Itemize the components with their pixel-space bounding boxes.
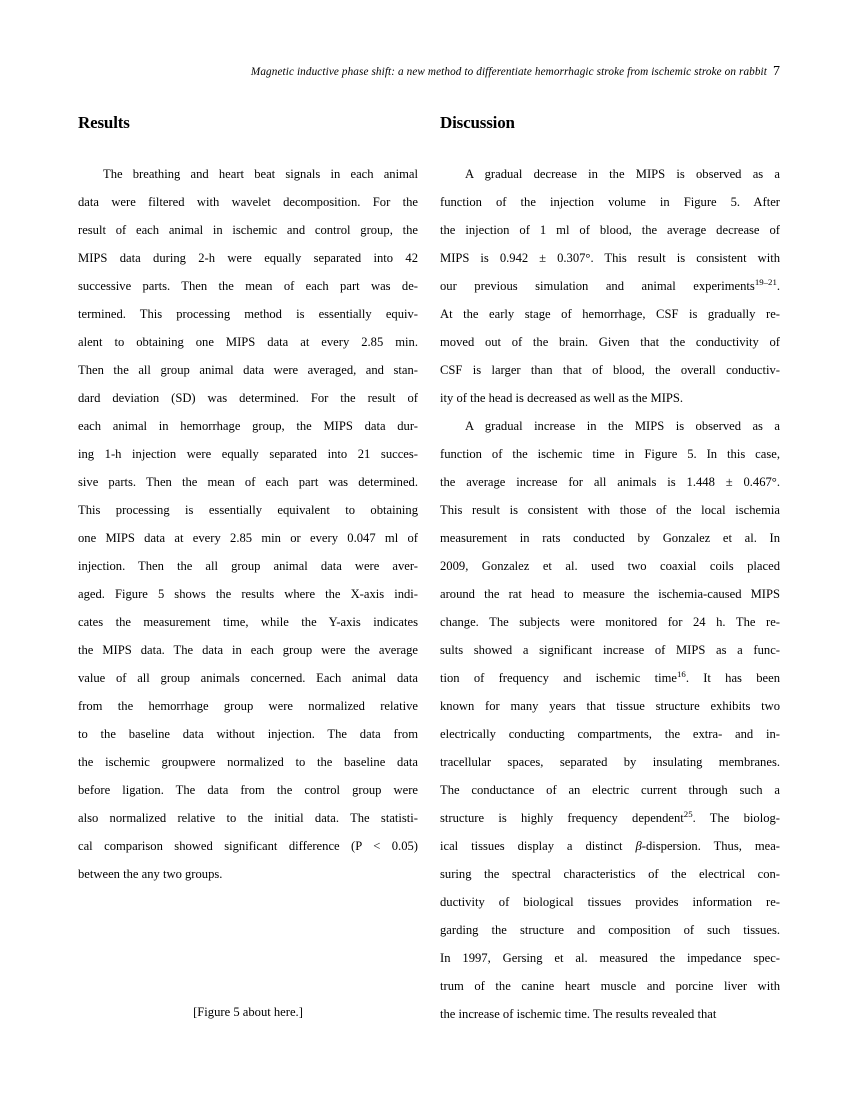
line-text: function of the ischemic time in Figure 5. In this case,: [440, 447, 780, 461]
text-line: [78, 636, 418, 664]
line-text: trum of the canine heart muscle and porcine liver with: [440, 979, 780, 993]
text-line: [78, 384, 418, 412]
text-line: [440, 776, 780, 804]
line-text: . The biolog-: [692, 811, 780, 825]
text-line: [78, 216, 418, 244]
text-line: [78, 244, 418, 272]
text-line: [78, 720, 418, 748]
line-text: one MIPS data at every 2.85 min or every 0.047 ml of: [78, 531, 418, 545]
discussion-heading: Discussion: [440, 113, 515, 132]
line-text: data were filtered with wavelet decomposition. For the: [78, 195, 418, 209]
text-line: [440, 160, 780, 188]
line-text: A gradual increase in the MIPS is observed as a: [465, 419, 780, 433]
line-text: A gradual decrease in the MIPS is observed as a: [465, 167, 780, 181]
text-line: [440, 496, 780, 524]
running-head: [78, 62, 780, 80]
text-line: [78, 440, 418, 468]
left-column: [78, 112, 418, 1052]
line-text: tracellular spaces, separated by insulating membranes.: [440, 755, 780, 769]
figure-placeholder-note: [Figure 5 about here.]: [193, 1005, 303, 1019]
line-text: CSF is larger than that of blood, the overall conductiv-: [440, 363, 780, 377]
line-text: the MIPS data. The data in each group were the average: [78, 643, 418, 657]
line-text: from the hemorrhage group were normalized relative: [78, 699, 418, 713]
line-text: the increase of ischemic time. The results revealed that: [440, 1007, 717, 1021]
line-text: before ligation. The data from the control group were: [78, 783, 418, 797]
text-line: [78, 356, 418, 384]
text-line: [78, 160, 418, 188]
line-text: alent to obtaining one MIPS data at every 2.85 min.: [78, 335, 418, 349]
text-line: [440, 944, 780, 972]
text-line: [440, 664, 780, 692]
text-line: [440, 440, 780, 468]
text-line: [78, 608, 418, 636]
text-line: [440, 860, 780, 888]
line-text: successive parts. Then the mean of each part was de-: [78, 279, 418, 293]
text-line: [440, 188, 780, 216]
line-text: the injection of 1 ml of blood, the average decrease of: [440, 223, 780, 237]
text-line: [440, 580, 780, 608]
text-line: [440, 692, 780, 720]
text-line: [78, 412, 418, 440]
line-text: MIPS data during 2-h were equally separated into 42: [78, 251, 418, 265]
text-line: [440, 328, 780, 356]
line-text: the average increase for all animals is 1.448 ± 0.467°.: [440, 475, 780, 489]
line-text: In 1997, Gersing et al. measured the impedance spec-: [440, 951, 780, 965]
text-line: [440, 468, 780, 496]
line-text: sive parts. Then the mean of each part was determined.: [78, 475, 418, 489]
line-text: ical tissues display a distinct: [440, 839, 636, 853]
line-text: suring the spectral characteristics of the electrical con-: [440, 867, 780, 881]
text-line: [440, 636, 780, 664]
text-line: [440, 244, 780, 272]
text-line: [78, 468, 418, 496]
text-line: [78, 300, 418, 328]
beta-symbol: β: [635, 839, 642, 853]
line-text: injection. Then the all group animal data were aver-: [78, 559, 418, 573]
citation-superscript: 16: [677, 668, 686, 679]
text-line: [78, 832, 418, 860]
text-line: [78, 188, 418, 216]
text-line: [440, 748, 780, 776]
text-line: [78, 860, 418, 888]
text-line: [78, 804, 418, 832]
line-text: aged. Figure 5 shows the results where the X-axis indi-: [78, 587, 418, 601]
line-text: our previous simulation and animal experiments: [440, 279, 755, 293]
text-line: [78, 272, 418, 300]
text-line: [440, 916, 780, 944]
text-line: [440, 412, 780, 440]
line-text: At the early stage of hemorrhage, CSF is gradually re-: [440, 307, 780, 321]
text-line: [440, 216, 780, 244]
line-text: garding the structure and composition of such tissues.: [440, 923, 780, 937]
line-text: electrically conducting compartments, the extra- and in-: [440, 727, 780, 741]
text-line: [78, 776, 418, 804]
line-text: known for many years that tissue structure exhibits two: [440, 699, 780, 713]
text-line: [440, 300, 780, 328]
text-line: [78, 692, 418, 720]
line-text: result of each animal in ischemic and control group, the: [78, 223, 418, 237]
line-text: .: [776, 279, 780, 293]
line-text: also normalized relative to the initial data. The statisti-: [78, 811, 418, 825]
line-text: cates the measurement time, while the Y-axis indicates: [78, 615, 418, 629]
line-text: structure is highly frequency dependent: [440, 811, 684, 825]
line-text: This processing is essentially equivalent to obtaining: [78, 503, 418, 517]
line-text: termined. This processing method is essentially equiv-: [78, 307, 418, 321]
line-text: to the baseline data without injection. The data from: [78, 727, 418, 741]
text-line: [78, 496, 418, 524]
text-line: [78, 328, 418, 356]
text-line: [440, 608, 780, 636]
line-text: Then the all group animal data were averaged, and stan-: [78, 363, 418, 377]
text-line: [440, 720, 780, 748]
text-line: [440, 888, 780, 916]
line-text: the ischemic groupwere normalized to the baseline data: [78, 755, 418, 769]
text-line: [78, 552, 418, 580]
text-line: [440, 384, 780, 412]
line-text: moved out of the brain. Given that the conductivity of: [440, 335, 780, 349]
text-line: [78, 664, 418, 692]
text-line: [440, 272, 780, 300]
line-text: function of the injection volume in Figure 5. After: [440, 195, 780, 209]
text-line: [440, 524, 780, 552]
citation-superscript: 25: [683, 808, 693, 819]
line-text: The conductance of an electric current through such a: [440, 783, 780, 797]
line-text: tion of frequency and ischemic time: [440, 671, 678, 685]
line-text: ing 1-h injection were equally separated into 21 succes-: [78, 447, 418, 461]
line-text: 2009, Gonzalez et al. used two coaxial coils placed: [440, 559, 780, 573]
citation-superscript: 19–21: [754, 276, 777, 287]
page-number: 7: [773, 64, 780, 79]
discussion-paragraph-2: [440, 412, 780, 1028]
text-line: [440, 1000, 780, 1028]
text-line: [440, 832, 780, 860]
text-line: [78, 748, 418, 776]
line-text: change. The subjects were monitored for 24 h. The re-: [440, 615, 780, 629]
text-line: [440, 804, 780, 832]
running-head-title: Magnetic inductive phase shift: a new method to differentiate hemorrhagic stroke from ischemic stroke on rabbit: [250, 66, 767, 78]
two-column-body: [78, 112, 780, 1052]
line-text: -dispersion. Thus, mea-: [641, 839, 780, 853]
line-text: cal comparison showed significant difference (P < 0.05): [78, 839, 418, 853]
line-text: ity of the head is decreased as well as the MIPS.: [440, 391, 684, 405]
line-text: dard deviation (SD) was determined. For the result of: [78, 391, 418, 405]
line-text: value of all group animals concerned. Each animal data: [78, 671, 418, 685]
line-text: ductivity of biological tissues provides information re-: [440, 895, 780, 909]
line-text: measurement in rats conducted by Gonzalez et al. In: [440, 531, 780, 545]
text-line: [440, 972, 780, 1000]
discussion-paragraph-1: [440, 160, 780, 412]
results-paragraph: [78, 160, 418, 888]
text-line: [440, 552, 780, 580]
line-text: MIPS is 0.942 ± 0.307°. This result is consistent with: [440, 251, 780, 265]
text-line: [78, 524, 418, 552]
line-text: . It has been: [685, 671, 780, 685]
results-heading: Results: [78, 113, 130, 132]
text-line: [440, 356, 780, 384]
line-text: sults showed a significant increase of MIPS as a func-: [440, 643, 780, 657]
line-text: around the rat head to measure the ischemia-caused MIPS: [440, 587, 780, 601]
text-line: [78, 580, 418, 608]
line-text: between the any two groups.: [78, 867, 223, 881]
line-text: The breathing and heart beat signals in each animal: [103, 167, 418, 181]
line-text: each animal in hemorrhage group, the MIPS data dur-: [78, 419, 418, 433]
right-column: [440, 112, 780, 1052]
line-text: This result is consistent with those of the local ischemia: [440, 503, 780, 517]
